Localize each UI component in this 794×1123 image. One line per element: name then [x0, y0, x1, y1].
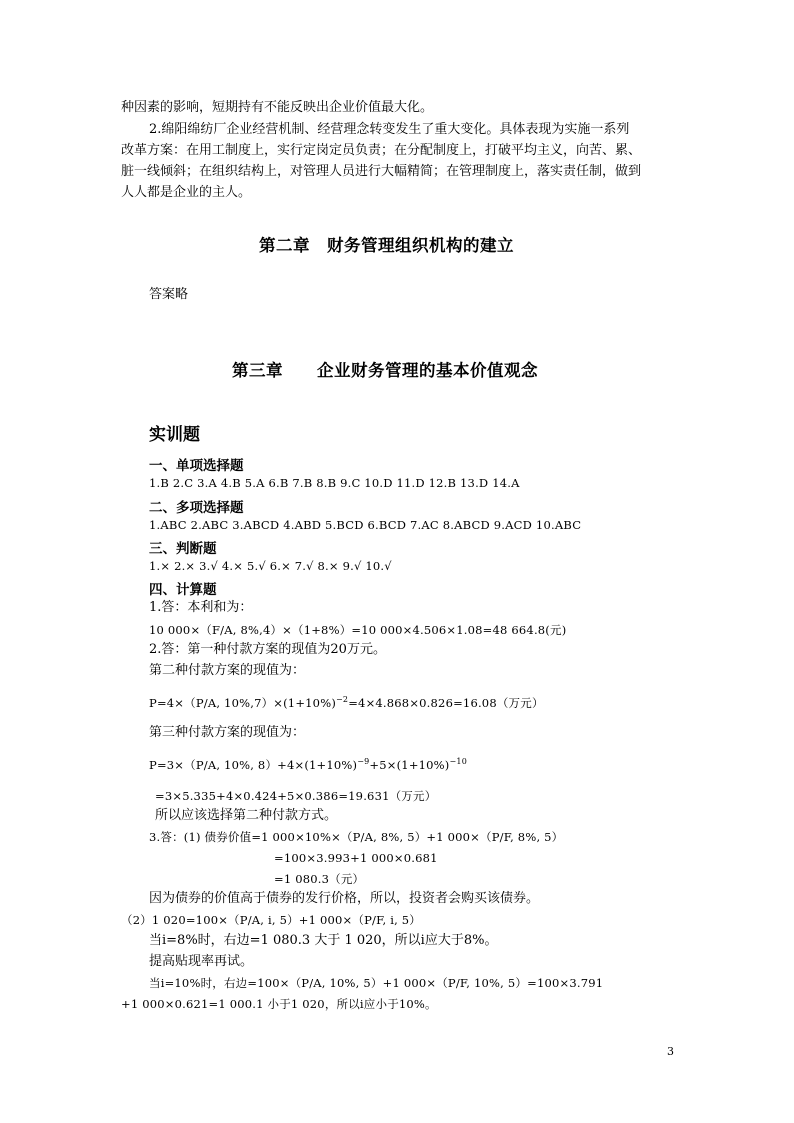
q3-trial-10: 当i=10%时，右边=100×（P/A, 10%, 5）+1 000×（P/F, 10%, 5）=100×3.791: [149, 976, 604, 990]
q2-answer-intro: 2.答：第一种付款方案的现值为20万元。: [149, 642, 386, 657]
section-heading: 实训题: [149, 425, 200, 445]
q2-option2-formula: [149, 695, 544, 711]
q1-answer-intro: 1.答：本利和为：: [149, 600, 253, 615]
page-number: 3: [667, 1045, 674, 1058]
q3-part2-equation: （2）1 020=100×（P/A, i, 5）+1 000×（P/F, i, 5）: [121, 913, 422, 927]
q3-trial-8: 当i=8%时，右边=1 080.3 大于 1 020，所以i应大于8%。: [149, 933, 498, 948]
formula-part: P=4×（P/A, 10%,7）×(1+10%): [149, 696, 337, 710]
q3-conclusion: 因为债券的价值高于债券的发行价格，所以，投资者会购买该债券。: [149, 891, 540, 906]
q3-raise-rate: 提高贴现率再试。: [149, 954, 254, 969]
q3-bond-value-result: =1 080.3（元）: [274, 872, 365, 886]
q3-trial-10-result: +1 000×0.621=1 000.1 小于1 020，所以i应小于10%。: [121, 997, 437, 1011]
paragraph-line-4: 脏一线倾斜；在组织结构上，对管理人员进行大幅精简；在管理制度上，落实责任制，做到: [121, 164, 642, 179]
paragraph-line-3: 改革方案：在用工制度上，实行定岗定员负责；在分配制度上，打破平均主义，向苦、累、: [121, 143, 642, 158]
q3-bond-value-step2: =100×3.993+1 000×0.681: [274, 851, 438, 865]
single-choice-answers: 1.B 2.C 3.A 4.B 5.A 6.B 7.B 8.B 9.C 10.D 11.D 12.B 13.D 14.A: [149, 476, 520, 490]
calculation-heading: 四、计算题: [149, 582, 217, 598]
q2-option2-label: 第二种付款方案的现值为：: [149, 663, 306, 678]
formula-part: +5×(1+10%): [369, 758, 450, 772]
multi-choice-answers: 1.ABC 2.ABC 3.ABCD 4.ABD 5.BCD 6.BCD 7.AC 8.ABCD 9.ACD 10.ABC: [149, 518, 582, 532]
q2-option3-label: 第三种付款方案的现值为：: [149, 725, 306, 740]
q2-option3-formula: [149, 757, 467, 773]
formula-part: P=3×（P/A, 10%, 8）+4×(1+10%): [149, 758, 358, 772]
q3-bond-value: 3.答：(1) 债券价值=1 000×10%×（P/A, 8%, 5）+1 000×（P/F, 8%, 5）: [149, 830, 564, 844]
exponent: −10: [449, 757, 467, 766]
chapter-2-title: 第二章 财务管理组织机构的建立: [259, 236, 514, 255]
paragraph-line-5: 人人都是企业的主人。: [121, 185, 252, 200]
true-false-heading: 三、判断题: [149, 541, 217, 557]
true-false-answers: 1.× 2.× 3.√ 4.× 5.√ 6.× 7.√ 8.× 9.√ 10.√: [149, 559, 392, 573]
formula-part: =4×4.868×0.826=16.08（万元）: [348, 696, 544, 710]
q1-formula: 10 000×（F/A, 8%,4）×（1+8%）=10 000×4.506×1.08=48 664.8(元): [149, 623, 567, 637]
exponent: −2: [336, 695, 349, 704]
single-choice-heading: 一、单项选择题: [149, 458, 244, 474]
q2-conclusion: 所以应该选择第二种付款方式。: [155, 808, 338, 823]
exponent: −9: [357, 757, 370, 766]
paragraph-line-2: 2.绵阳绵纺厂企业经营机制、经营理念转变发生了重大变化。具体表现为实施一系列: [149, 122, 630, 137]
paragraph-line-1: 种因素的影响，短期持有不能反映出企业价值最大化。: [121, 100, 434, 115]
multi-choice-heading: 二、多项选择题: [149, 500, 244, 516]
chapter-3-title: 第三章 企业财务管理的基本价值观念: [232, 361, 538, 380]
q2-option3-result: =3×5.335+4×0.424+5×0.386=19.631（万元）: [155, 789, 437, 803]
chapter-2-body: 答案略: [149, 287, 189, 302]
